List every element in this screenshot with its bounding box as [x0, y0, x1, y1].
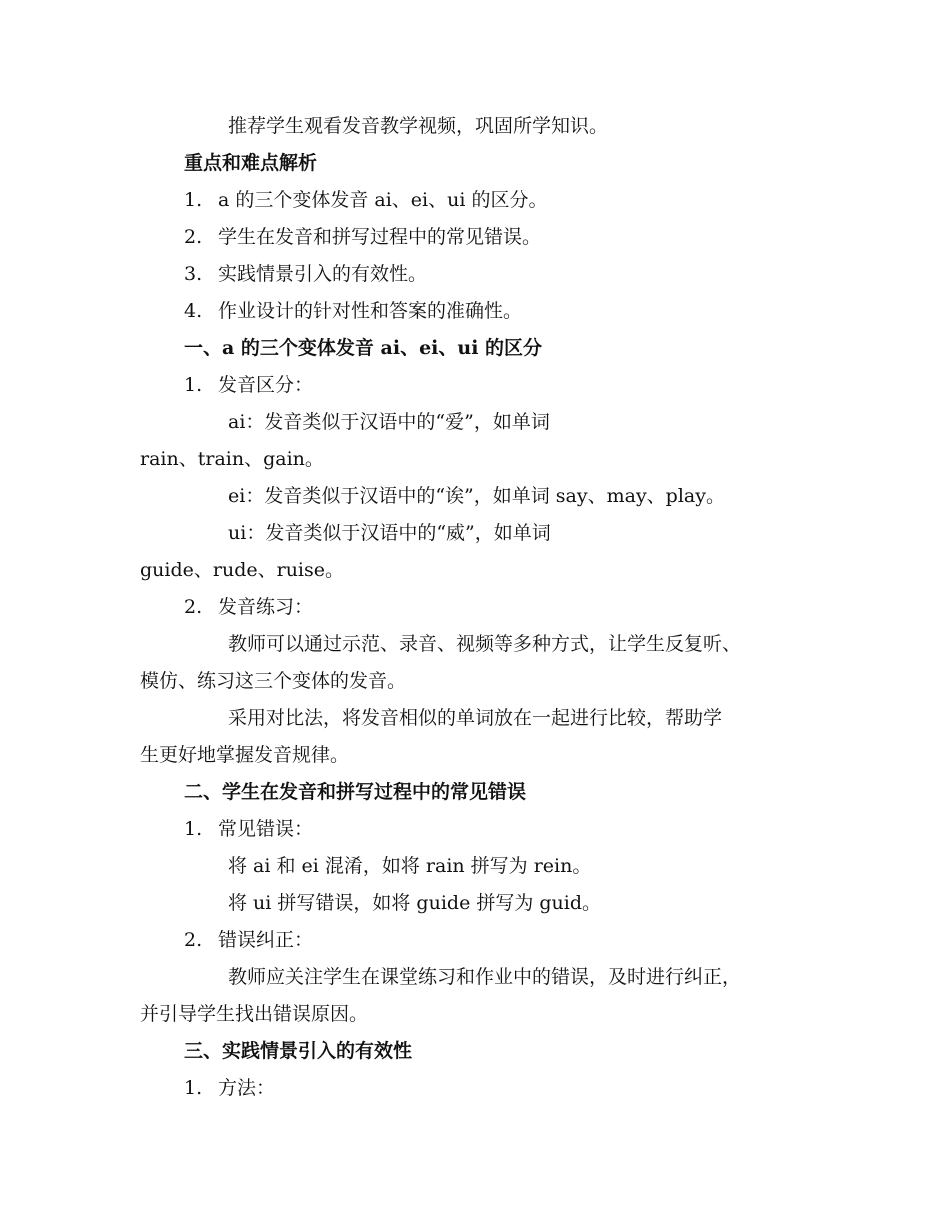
list-item [184, 260, 427, 288]
paragraph-text: rain、train、gain。 [140, 448, 324, 470]
paragraph-text: 将 ui 拼写错误，如将 guide 拼写为 guid。 [228, 892, 602, 914]
list-item [184, 1074, 275, 1102]
list-item-text: 发音区分： [218, 374, 314, 396]
list-item [184, 926, 313, 954]
paragraph-text: 并引导学生找出错误原因。 [140, 1003, 369, 1025]
list-item [184, 593, 313, 621]
list-item-text: 作业设计的针对性和答案的准确性。 [218, 300, 523, 322]
list-item-number: 1. [184, 189, 203, 211]
section-heading: 三、实践情景引入的有效性 [184, 1040, 413, 1062]
paragraph-text: ei：发音类似于汉语中的“诶”，如单词 say、may、play。 [228, 485, 725, 507]
list-item-number: 1. [184, 818, 203, 840]
list-item-number: 1. [184, 1077, 203, 1099]
list-item-number: 2. [184, 226, 203, 248]
list-item [184, 297, 522, 325]
section-heading: 二、学生在发音和拼写过程中的常见错误 [184, 781, 527, 803]
list-item-text: 错误纠正： [218, 929, 314, 951]
paragraph-text: ai：发音类似于汉语中的“爱”，如单词 [228, 411, 550, 433]
paragraph-text: guide、rude、ruise。 [140, 559, 344, 581]
list-item-number: 2. [184, 929, 203, 951]
list-item [184, 815, 313, 843]
paragraph-text: 采用对比法，将发音相似的单词放在一起进行比较，帮助学 [228, 707, 723, 729]
paragraph-text: 生更好地掌握发音规律。 [140, 744, 350, 766]
list-item-number: 1. [184, 374, 203, 396]
paragraph-text: ui：发音类似于汉语中的“威”，如单词 [228, 522, 551, 544]
list-item-text: a 的三个变体发音 ai、ei、ui 的区分。 [218, 189, 548, 211]
paragraph-text: 将 ai 和 ei 混淆，如将 rain 拼写为 rein。 [228, 855, 592, 877]
list-item-number: 3. [184, 263, 203, 285]
list-item-text: 实践情景引入的有效性。 [218, 263, 428, 285]
list-item [184, 186, 548, 214]
list-item-number: 2. [184, 596, 203, 618]
section-heading: 重点和难点解析 [184, 152, 318, 174]
list-item [184, 371, 313, 399]
list-item-text: 方法： [218, 1077, 276, 1099]
section-heading: 一、a 的三个变体发音 ai、ei、ui 的区分 [184, 337, 543, 359]
list-item [184, 223, 541, 251]
paragraph-text: 教师可以通过示范、录音、视频等多种方式，让学生反复听、 [228, 633, 742, 655]
list-item-text: 常见错误： [218, 818, 314, 840]
paragraph-text: 教师应关注学生在课堂练习和作业中的错误，及时进行纠正， [228, 966, 742, 988]
paragraph-text: 推荐学生观看发音教学视频，巩固所学知识。 [228, 115, 609, 137]
list-item-number: 4. [184, 300, 203, 322]
list-item-text: 发音练习： [218, 596, 314, 618]
paragraph-text: 模仿、练习这三个变体的发音。 [140, 670, 407, 692]
list-item-text: 学生在发音和拼写过程中的常见错误。 [218, 226, 542, 248]
